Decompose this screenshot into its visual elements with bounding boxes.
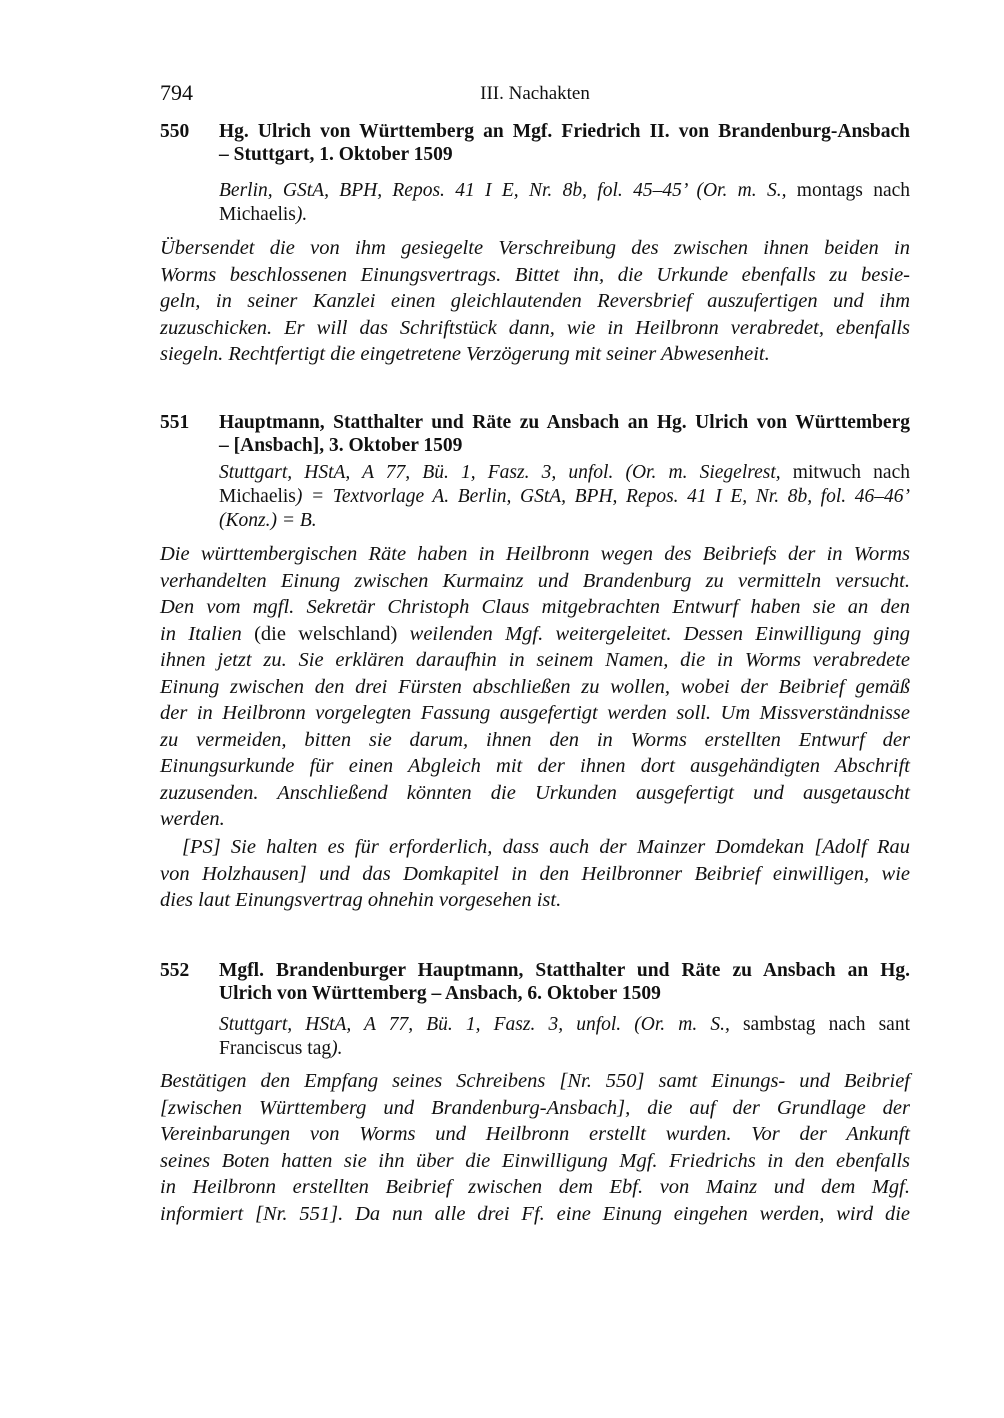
- heading-line: Ulrich von Württemberg – Ansbach, 6. Oktober 1509: [219, 983, 661, 1004]
- text-line: [160, 315, 910, 342]
- text-line: [160, 647, 910, 674]
- roman-text: Michaelis: [219, 204, 296, 225]
- source-citation: [219, 461, 910, 533]
- italic-text: Stuttgart, HStA, A 77, Bü. 1, Fasz. 3, unfol. (Or. m. S.,: [219, 1014, 730, 1035]
- text-line: [160, 262, 910, 289]
- text-line: [160, 887, 910, 914]
- entry-number: 550: [160, 121, 190, 142]
- roman-text: montags nach: [786, 180, 910, 201]
- italic-text: Einungsurkunde für einen Abgleich mit der ihnen dort ausgehändigten Abschrift: [160, 755, 910, 777]
- italic-text: Bestätigen den Empfang seines Schreibens [Nr. 550] samt Einungs- und Beibrief: [160, 1070, 910, 1092]
- regest-summary: [160, 541, 910, 833]
- italic-text: ).: [331, 1038, 343, 1059]
- text-line: [160, 541, 910, 568]
- entry-heading: [219, 959, 910, 1005]
- text-line: [160, 1201, 910, 1228]
- source-citation: [219, 1013, 910, 1061]
- roman-text: sambstag nach sant: [729, 1014, 910, 1035]
- text-line: [219, 509, 910, 533]
- text-line: [219, 1013, 910, 1037]
- regest-summary: [160, 235, 910, 368]
- italic-text: Berlin, GStA, BPH, Repos. 41 I E, Nr. 8b, fol. 45–45’ (Or. m. S.,: [219, 180, 787, 201]
- text-line: [160, 1121, 910, 1148]
- italic-text: verhandelten Einung zwischen Kurmainz und Brandenburg zu vermitteln versucht.: [160, 569, 910, 592]
- text-line: [160, 235, 910, 262]
- italic-text: Vereinbarungen von Worms und Heilbronn erstellt wurden. Vor der Ankunft: [160, 1123, 910, 1145]
- text-line: [219, 485, 910, 509]
- italic-text: von Holzhausen] und das Domkapitel in den Heilbronner Beibrief einwilligen, wie: [160, 862, 910, 885]
- italic-text: (Konz.) = B.: [219, 510, 317, 531]
- italic-text: Stuttgart, HStA, A 77, Bü. 1, Fasz. 3, unfol. (Or. m. Siegelrest,: [219, 462, 781, 483]
- entry-heading: [219, 411, 910, 457]
- text-line: [160, 594, 910, 621]
- text-line: [160, 834, 910, 861]
- regest-summary: [160, 1068, 910, 1227]
- italic-text: [zwischen Württemberg und Brandenburg-Ansbach], die auf der Grundlage der: [160, 1096, 910, 1119]
- text-line: [160, 1095, 910, 1122]
- text-line: [160, 674, 910, 701]
- text-line: [160, 288, 910, 315]
- text-line: [160, 753, 910, 780]
- text-line: [219, 179, 910, 203]
- heading-line: Mgfl. Brandenburger Hauptmann, Statthalter und Räte zu Ansbach an Hg.: [219, 960, 910, 981]
- text-line: [160, 861, 910, 888]
- text-line: [160, 341, 910, 368]
- entry-number: 552: [160, 960, 190, 981]
- heading-line: Hg. Ulrich von Württemberg an Mgf. Friedrich II. von Brandenburg-Ansbach: [219, 121, 910, 142]
- roman-text: (die welschland): [254, 622, 398, 645]
- italic-text: werden.: [160, 808, 225, 830]
- text-line: [160, 727, 910, 754]
- italic-text: informiert [Nr. 551]. Da nun alle drei Ff. eine Einung eingehen werden, wird die: [160, 1202, 910, 1225]
- italic-text: Die württembergischen Räte haben in Heilbronn wegen des Beibriefs der in Worms: [160, 543, 910, 565]
- italic-text: Worms beschlossenen Einungsvertrags. Bittet ihn, die Urkunde ebenfalls zu besie-: [160, 263, 910, 286]
- roman-text: Michaelis: [219, 486, 296, 507]
- text-line: [160, 700, 910, 727]
- italic-text: Einung zwischen den drei Fürsten abschließen zu wollen, wobei der Beibrief gemäß: [160, 675, 910, 698]
- heading-line: – Stuttgart, 1. Oktober 1509: [219, 144, 453, 165]
- italic-text: zuzuschicken. Er will das Schriftstück dann, wie in Heilbronn verabredet, ebenfalls: [160, 316, 910, 339]
- text-line: [160, 1148, 910, 1175]
- running-head: III. Nachakten: [480, 83, 590, 104]
- text-line: [160, 621, 910, 648]
- italic-text: seines Boten hatten sie ihn über die Einwilligung Mgf. Friedrichs in den ebenfalls: [160, 1149, 910, 1172]
- italic-text: in Heilbronn erstellten Beibrief zwischen dem Ebf. von Mainz und dem Mgf.: [160, 1176, 910, 1198]
- italic-text: ).: [295, 204, 308, 225]
- italic-text: zu vermeiden, bitten sie darum, ihnen den in Worms erstellten Entwurf der: [160, 728, 910, 751]
- roman-text: mitwuch nach: [780, 462, 910, 483]
- italic-text: zuzusenden. Anschließend könnten die Urkunden ausgefertigt und ausgetauscht: [160, 781, 910, 804]
- text-line: [160, 806, 910, 833]
- text-line: [160, 1068, 910, 1095]
- text-line: [219, 203, 910, 227]
- italic-text: Übersendet die von ihm gesiegelte Verschreibung des zwischen ihnen beiden in: [160, 237, 910, 259]
- italic-text: ihnen jetzt zu. Sie erklären daraufhin in seinem Namen, die in Worms verabredete: [160, 649, 910, 671]
- italic-text: ) = Textvorlage A. Berlin, GStA, BPH, Repos. 41 I E, Nr. 8b, fol. 46–46’: [295, 486, 910, 507]
- source-citation: [219, 179, 910, 227]
- text-line: [219, 1037, 910, 1061]
- heading-line: – [Ansbach], 3. Oktober 1509: [219, 435, 463, 456]
- italic-text: in Italien: [160, 622, 255, 645]
- text-line: [160, 1174, 910, 1201]
- italic-text: der in Heilbronn vorgelegten Fassung ausgefertigt werden soll. Um Missverständnisse: [160, 702, 910, 724]
- italic-text: siegeln. Rechtfertigt die eingetretene Verzögerung mit seiner Abwesenheit.: [160, 343, 770, 365]
- italic-text: weilenden Mgf. weitergeleitet. Dessen Einwilligung ging: [397, 622, 910, 645]
- postscript: [160, 834, 910, 914]
- text-line: [219, 461, 910, 485]
- italic-text: [PS] Sie halten es für erforderlich, dass auch der Mainzer Domdekan [Adolf Rau: [182, 836, 910, 858]
- page-number: 794: [160, 80, 193, 105]
- text-line: [160, 780, 910, 807]
- entry-number: 551: [160, 412, 190, 433]
- roman-text: Franciscus tag: [219, 1038, 332, 1059]
- heading-line: Hauptmann, Statthalter und Räte zu Ansbach an Hg. Ulrich von Württemberg: [219, 412, 910, 433]
- entry-heading: [219, 120, 910, 166]
- italic-text: geln, in seiner Kanzlei einen gleichlautenden Reversbrief auszufertigen und ihm: [160, 290, 910, 312]
- text-line: [160, 568, 910, 595]
- italic-text: Den vom mgfl. Sekretär Christoph Claus mitgebrachten Entwurf haben sie an den: [160, 596, 910, 618]
- italic-text: dies laut Einungsvertrag ohnehin vorgesehen ist.: [160, 889, 562, 911]
